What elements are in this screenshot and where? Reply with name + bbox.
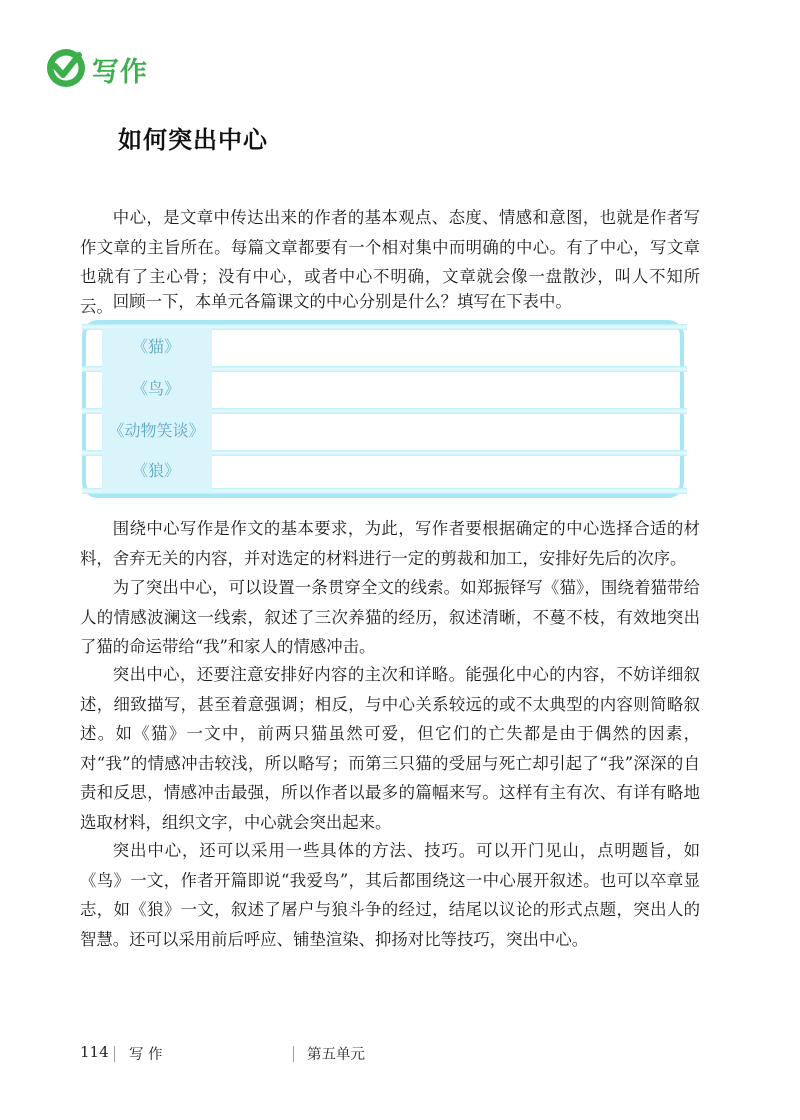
table-row-label-cat: 《猫》 (131, 337, 180, 356)
footer-divider (114, 1046, 115, 1062)
paragraph-intro: 中心，是文章中传达出来的作者的基本观点、态度、情感和意图，也就是作者写作文章的主旨所在。每篇文章都要有一个相对集中而明确的中心。有了中心，写文章也就有了主心骨；没有中心，或者中心不明确，文章就会像一盘散沙，叫人不知所云。 (80, 208, 700, 316)
footer-unit: 第五单元 (307, 1047, 365, 1063)
green-check-circle-icon (46, 48, 86, 88)
table-row-answer-cat[interactable] (230, 330, 681, 368)
paragraph-material-selection: 围绕中心写作是作文的基本要求，为此，写作者要根据确定的中心选择合适的材料，舍弃无关的内容，并对选定的材料进行一定的剪裁和加工，安排好先后的次序。 (80, 519, 700, 568)
footer-section: 写 作 (129, 1047, 163, 1063)
section-title: 写作 (92, 57, 148, 88)
table-row-answer-wolf[interactable] (230, 454, 681, 492)
paragraph-clue-thread: 为了突出中心，可以设置一条贯穿全文的线索。如郑振铎写《猫》，围绕着猫带给人的情感波澜这一线索，叙述了三次养猫的经历，叙述清晰，不蔓不枝，有效地突出了猫的命运带给“我”和家人的情感冲击。 (80, 578, 700, 656)
table-row-label-animal-anecdotes: 《动物笑谈》 (108, 421, 205, 440)
fill-in-table (82, 320, 687, 498)
table-row-answer-bird[interactable] (230, 372, 681, 410)
paragraph-techniques: 突出中心，还可以采用一些具体的方法、技巧。可以开门见山，点明题旨，如《鸟》一文，作者开篇即说“我爱鸟”，其后都围绕这一中心展开叙述。也可以卒章显志，如《狼》一文，叙述了屠户与狼斗争的经过，结尾以议论的形式点题，突出人的智慧。还可以采用前后呼应、铺垫渲染、抑扬对比等技巧，突出中心。 (80, 841, 700, 949)
table-row-label-bird: 《鸟》 (131, 379, 180, 398)
lesson-title: 如何突出中心 (118, 126, 268, 154)
paragraph-instruction: 回顾一下，本单元各篇课文的中心分别是什么？填写在下表中。 (112, 292, 572, 311)
footer-divider-2 (293, 1046, 294, 1062)
table-row-answer-animal-anecdotes[interactable] (230, 414, 681, 452)
paragraph-primary-secondary: 突出中心，还要注意安排好内容的主次和详略。能强化中心的内容，不妨详细叙述，细致描写，甚至着意强调；相反，与中心关系较远的或不太典型的内容则简略叙述。如《猫》一文中，前两只猫虽然可爱，但它们的亡失都是由于偶然的因素，对“我”的情感冲击较浅，所以略写；而第三只猫的受屈与死亡却引起了“我”深深的自责和反思，情感冲击最强，所以作者以最多的篇幅来写。这样有主有次、有详有略地选取材料，组织文字，中心就会突出起来。 (80, 665, 700, 832)
page-number: 114 (80, 1043, 109, 1061)
table-row-label-wolf: 《狼》 (131, 461, 180, 480)
